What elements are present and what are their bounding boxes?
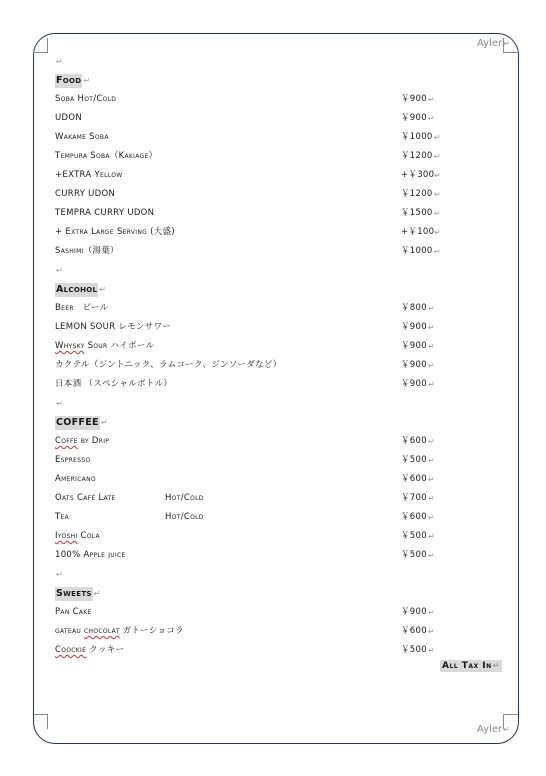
blank-line bbox=[55, 394, 455, 413]
paragraph-mark: ↵ bbox=[428, 342, 436, 351]
menu-item-price: ￥900 bbox=[401, 379, 427, 389]
menu-item-price: ￥600 bbox=[401, 436, 427, 446]
menu-item bbox=[55, 166, 455, 185]
section-heading bbox=[55, 71, 455, 90]
menu-item-price: ￥1200 bbox=[401, 189, 433, 199]
menu-item bbox=[55, 451, 455, 470]
crop-mark-top-left bbox=[33, 38, 48, 53]
menu-item bbox=[55, 508, 455, 527]
menu-item-name: TEMPRA CURRY UDON bbox=[55, 208, 155, 218]
menu-item-name: Wakame Soba bbox=[55, 132, 109, 142]
tax-note-text: All Tax In bbox=[442, 661, 492, 671]
paragraph-mark: ↵ bbox=[428, 513, 436, 522]
section-heading bbox=[55, 413, 455, 432]
menu-item-price: ￥500 bbox=[401, 531, 427, 541]
menu-item bbox=[55, 337, 455, 356]
menu-item bbox=[55, 90, 455, 109]
menu-item bbox=[55, 242, 455, 261]
menu-item-price: ￥1000 bbox=[401, 246, 433, 256]
paragraph-mark: ↵ bbox=[434, 171, 442, 180]
menu-item bbox=[55, 299, 455, 318]
menu-item-price: ￥1000 bbox=[401, 132, 433, 142]
menu-item-name: gateau chocolat ガトーショコラ bbox=[55, 626, 184, 636]
paragraph-mark: ↵ bbox=[99, 285, 107, 294]
menu-item-name: 100% Apple juice bbox=[55, 550, 126, 560]
menu-item-price: ￥600 bbox=[401, 512, 427, 522]
menu-item-name: Americano bbox=[55, 474, 96, 484]
menu-item-name: + Extra Large Serving (大盛) bbox=[55, 227, 175, 237]
menu-item-name: Tea bbox=[55, 512, 69, 522]
paragraph-mark: ↵ bbox=[428, 380, 436, 389]
paragraph-mark: ↵ bbox=[93, 589, 101, 598]
menu-item bbox=[55, 489, 455, 508]
paragraph-mark: ↵ bbox=[428, 95, 436, 104]
section-heading bbox=[55, 584, 455, 603]
paragraph-mark: ↵ bbox=[428, 304, 436, 313]
paragraph-mark: ↵ bbox=[492, 661, 500, 670]
menu-item-name: カクテル（ジントニック、ラムコーク、ジンソーダなど） bbox=[55, 360, 282, 370]
paragraph-mark: ↵ bbox=[434, 190, 442, 199]
menu-item-price: ￥1200 bbox=[401, 151, 433, 161]
page-header bbox=[477, 38, 510, 49]
menu-item bbox=[55, 603, 455, 622]
paragraph-mark: ↵ bbox=[428, 551, 436, 560]
menu-item-name: Tempura Soba（Kakiage） bbox=[55, 151, 158, 161]
menu-item-price: ￥1500 bbox=[401, 208, 433, 218]
menu-item-price: ￥800 bbox=[401, 303, 427, 313]
blank-line bbox=[55, 565, 455, 584]
menu-item-price: +￥300 bbox=[401, 170, 435, 180]
paragraph-mark: ↵ bbox=[428, 475, 436, 484]
menu-item bbox=[55, 204, 455, 223]
header-author: Ayler bbox=[477, 38, 503, 49]
menu-item-price: ￥900 bbox=[401, 607, 427, 617]
menu-item bbox=[55, 356, 455, 375]
spellcheck-underline: chocolat bbox=[84, 626, 120, 636]
menu-item-name: Oats Café Late bbox=[55, 493, 116, 503]
menu-body bbox=[55, 52, 455, 660]
menu-item bbox=[55, 432, 455, 451]
menu-item bbox=[55, 470, 455, 489]
menu-item-name: CURRY UDON bbox=[55, 189, 116, 199]
menu-item bbox=[55, 223, 455, 242]
blank-line bbox=[55, 52, 455, 71]
menu-item bbox=[55, 622, 455, 641]
paragraph-mark: ↵ bbox=[428, 114, 436, 123]
paragraph-mark: ↵ bbox=[503, 39, 510, 48]
menu-item-name: LEMON SOUR レモンサワー bbox=[55, 322, 172, 332]
spellcheck-underline: Iyoshi bbox=[55, 531, 78, 541]
section-heading-text: Sweets bbox=[56, 588, 92, 599]
menu-item-price: ￥900 bbox=[401, 322, 427, 332]
section-heading-text: COFFEE bbox=[56, 417, 99, 428]
blank-line bbox=[55, 261, 455, 280]
menu-item-name: Espresso bbox=[55, 455, 91, 465]
menu-item bbox=[55, 375, 455, 394]
menu-item-name: Beer ビール bbox=[55, 303, 109, 313]
paragraph-mark: ↵ bbox=[428, 627, 436, 636]
menu-item bbox=[55, 546, 455, 565]
menu-item bbox=[55, 109, 455, 128]
menu-item-name: UDON bbox=[55, 113, 83, 123]
menu-item-price: ￥600 bbox=[401, 474, 427, 484]
menu-item-name: Coockie クッキー bbox=[55, 645, 125, 655]
paragraph-mark: ↵ bbox=[428, 608, 436, 617]
menu-item-name: +EXTRA Yellow bbox=[55, 170, 123, 180]
menu-item bbox=[55, 128, 455, 147]
menu-item-price: ￥900 bbox=[401, 94, 427, 104]
menu-item bbox=[55, 527, 455, 546]
paragraph-mark: ↵ bbox=[428, 646, 436, 655]
menu-item-price: +￥100 bbox=[401, 227, 435, 237]
menu-item-price: ￥600 bbox=[401, 626, 427, 636]
menu-item-price: ￥500 bbox=[401, 550, 427, 560]
paragraph-mark: ↵ bbox=[434, 228, 442, 237]
crop-mark-bottom-left bbox=[33, 714, 48, 729]
paragraph-mark: ↵ bbox=[428, 532, 436, 541]
section-heading-text: Food bbox=[56, 75, 82, 86]
spellcheck-underline: Whysky bbox=[55, 341, 85, 351]
paragraph-mark: ↵ bbox=[56, 570, 64, 579]
paragraph-mark: ↵ bbox=[434, 247, 442, 256]
menu-item-name: Soba Hot/Cold bbox=[55, 94, 117, 104]
paragraph-mark: ↵ bbox=[434, 133, 442, 142]
paragraph-mark: ↵ bbox=[428, 361, 436, 370]
paragraph-mark: ↵ bbox=[56, 266, 64, 275]
menu-item-name: Coffe by Drip bbox=[55, 436, 110, 446]
paragraph-mark: ↵ bbox=[428, 437, 436, 446]
spellcheck-underline: Coffe bbox=[55, 436, 78, 446]
paragraph-mark: ↵ bbox=[434, 152, 442, 161]
paragraph-mark: ↵ bbox=[428, 323, 436, 332]
menu-item-name: 日本酒 （スペシャルボトル） bbox=[55, 379, 173, 389]
paragraph-mark: ↵ bbox=[56, 57, 64, 66]
menu-item-price: ￥500 bbox=[401, 645, 427, 655]
menu-item-name: Pan Cake bbox=[55, 607, 92, 617]
menu-item-price: ￥900 bbox=[401, 341, 427, 351]
paragraph-mark: ↵ bbox=[428, 456, 436, 465]
menu-item-price: ￥900 bbox=[401, 113, 427, 123]
paragraph-mark: ↵ bbox=[83, 76, 91, 85]
footer-author: Ayler bbox=[477, 724, 503, 735]
menu-item-price: ￥500 bbox=[401, 455, 427, 465]
section-heading bbox=[55, 280, 455, 299]
menu-item-price: ￥900 bbox=[401, 360, 427, 370]
menu-item-price: ￥700 bbox=[401, 493, 427, 503]
paragraph-mark: ↵ bbox=[100, 418, 108, 427]
paragraph-mark: ↵ bbox=[56, 399, 64, 408]
section-heading-text: Alcohol bbox=[56, 284, 98, 295]
menu-item-option: Hot/Cold bbox=[165, 512, 204, 522]
menu-item-option: Hot/Cold bbox=[165, 493, 204, 503]
paragraph-mark: ↵ bbox=[434, 209, 442, 218]
menu-item bbox=[55, 641, 455, 660]
menu-item-name: Iyoshi Cola bbox=[55, 531, 100, 541]
spellcheck-underline: Coockie bbox=[55, 645, 87, 655]
page-footer bbox=[477, 724, 510, 735]
tax-note bbox=[440, 660, 502, 672]
menu-item bbox=[55, 147, 455, 166]
menu-item bbox=[55, 185, 455, 204]
menu-item-name: Whysky Sour ハイボール bbox=[55, 341, 155, 351]
paragraph-mark: ↵ bbox=[503, 725, 510, 734]
paragraph-mark: ↵ bbox=[428, 494, 436, 503]
menu-item bbox=[55, 318, 455, 337]
menu-item-name: Sashimi（湯葉） bbox=[55, 246, 119, 256]
